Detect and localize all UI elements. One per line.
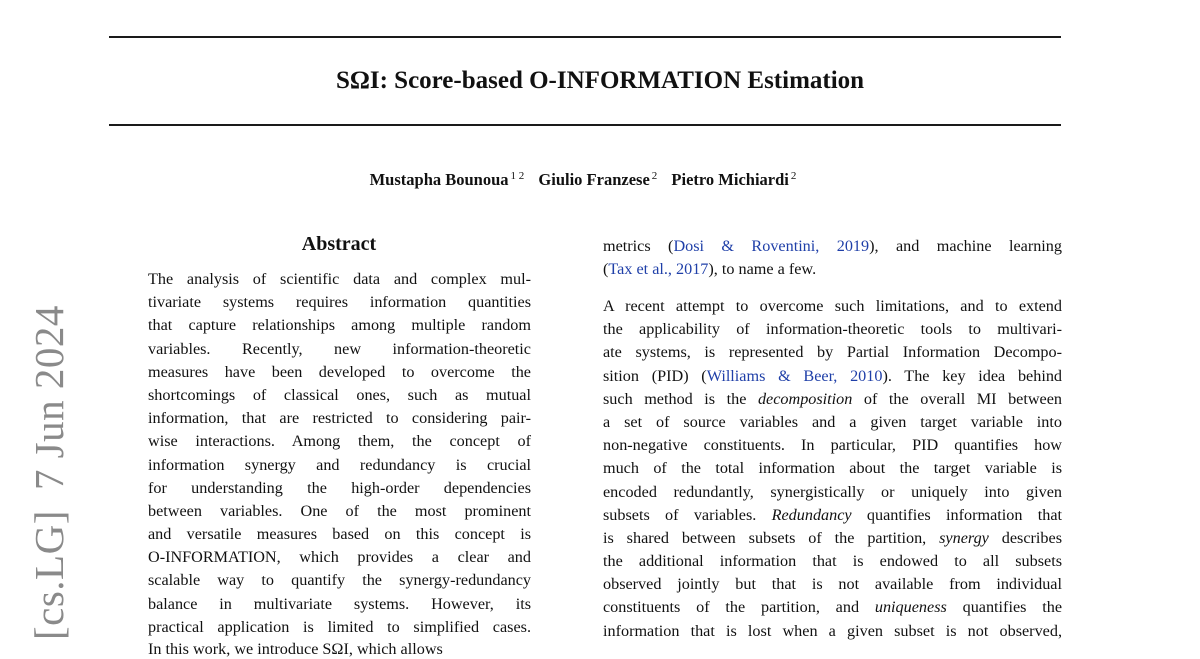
abstract-line: for understanding the high-order dependencies (148, 478, 531, 497)
abstract-line: information, that are restricted to considering pair- (148, 409, 531, 428)
body-line (603, 388, 1062, 411)
text-run: between (996, 389, 1062, 408)
author-list (0, 170, 1166, 190)
abstract-line: practical application is limited to simplified cases. (148, 617, 531, 636)
body-line: the additional information that is endowed to all subsets (603, 552, 1062, 571)
emphasis: decomposition (757, 389, 853, 408)
body-line: much of the total information about the target variable is (603, 459, 1062, 478)
abstract-line: scalable way to quantify the synergy-redundancy (148, 571, 531, 590)
abstract-heading: Abstract (301, 233, 377, 255)
title-rule-top (109, 36, 1061, 38)
body-line (603, 596, 1062, 619)
abstract-line: shortcomings of classical ones, such as mutual (148, 385, 531, 404)
body-line (603, 434, 1062, 457)
text-run: non-negative constituents. In particular, (603, 436, 913, 455)
acronym: PID (657, 366, 684, 385)
text-run: describes (988, 528, 1062, 547)
text-run: of the overall (852, 389, 977, 408)
abstract-line: measures have been developed to overcome the (148, 362, 531, 381)
abstract-line: information synergy and redundancy is crucial (148, 455, 531, 474)
text-run: quantifies the (946, 598, 1063, 617)
paper-title: SΩI: Score-based O-INFORMATION Estimation (335, 67, 865, 94)
arxiv-date: 7 Jun 2024 (26, 305, 72, 491)
body-line: A recent attempt to overcome such limitations, and to extend (603, 297, 1062, 315)
author (370, 170, 525, 189)
body-line (603, 258, 1062, 281)
body-line: information that is lost when a given subset is not observed, (603, 621, 1062, 640)
text-run: ) ( (683, 366, 707, 385)
abstract-body (148, 268, 531, 639)
body-line (603, 235, 1062, 258)
abstract-line: balance in multivariate systems. However, its (148, 594, 531, 613)
arxiv-category: [cs.LG] (26, 510, 72, 640)
text-run: is shared between subsets of the partition, (603, 528, 940, 547)
author-affiliation: 2 (651, 170, 658, 182)
body-paragraph (603, 295, 1062, 643)
text-run: sition ( (603, 366, 658, 385)
body-line: a set of source variables and a given target variable into (603, 412, 1062, 431)
text-run: such method is the (603, 389, 758, 408)
author (671, 170, 796, 189)
abstract-line: tivariate systems requires information quantities (148, 293, 531, 312)
text-run: quantifies how (938, 436, 1063, 455)
author-affiliation: 1 2 (510, 170, 525, 182)
body-line: encoded redundantly, synergistically or uniquely into given (603, 482, 1062, 501)
text-run: constituents of the partition, and (603, 598, 875, 617)
abstract-line: between variables. One of the most prominent (148, 501, 531, 520)
emphasis: synergy (939, 528, 989, 547)
citation-link[interactable]: Dosi & Roventini, 2019 (673, 237, 870, 255)
acronym: MI (976, 389, 997, 408)
text-run: ), to name a few. (708, 260, 817, 279)
author-name: Giulio Franzese (538, 170, 650, 189)
text-run: ). The key idea behind (882, 366, 1063, 385)
author (538, 170, 657, 189)
author-name: Mustapha Bounoua (369, 170, 509, 189)
abstract-line: variables. Recently, new information-theoretic (148, 339, 531, 358)
arxiv-stamp (25, 305, 73, 640)
abstract-line: that capture relationships among multiple random (148, 316, 531, 335)
abstract-cut-line: In this work, we introduce SΩI, which allows (148, 640, 443, 658)
body-paragraph (603, 235, 1062, 281)
abstract-line: and versatile measures based on this concept is (148, 525, 531, 544)
text-run: ( (603, 260, 609, 279)
emphasis: uniqueness (874, 598, 947, 617)
body-line (603, 504, 1062, 527)
body-line: observed jointly but that is not available from individual (603, 575, 1062, 594)
acronym: PID (912, 436, 939, 455)
body-line (603, 365, 1062, 388)
text-run: metrics ( (603, 237, 674, 255)
abstract-line: O-INFORMATION, which provides a clear and (148, 548, 531, 567)
citation-link[interactable]: Tax et al., 2017 (608, 260, 709, 279)
abstract-line: The analysis of scientific data and complex mul- (148, 270, 531, 288)
body-line: the applicability of information-theoretic tools to multivari- (603, 320, 1062, 339)
body-line (603, 527, 1062, 550)
text-run: quantifies information that (851, 505, 1062, 524)
abstract-line: wise interactions. Among them, the concept of (148, 432, 531, 451)
text-run: subsets of variables. (603, 505, 772, 524)
text-run: ), and machine learning (869, 237, 1062, 255)
author-affiliation: 2 (790, 170, 797, 182)
author-name: Pietro Michiardi (671, 170, 789, 189)
citation-link[interactable]: Williams & Beer, 2010 (706, 366, 883, 385)
emphasis: Redundancy (771, 505, 852, 524)
title-rule-bottom (109, 124, 1061, 126)
body-line: ate systems, is represented by Partial Information Decompo- (603, 343, 1062, 362)
